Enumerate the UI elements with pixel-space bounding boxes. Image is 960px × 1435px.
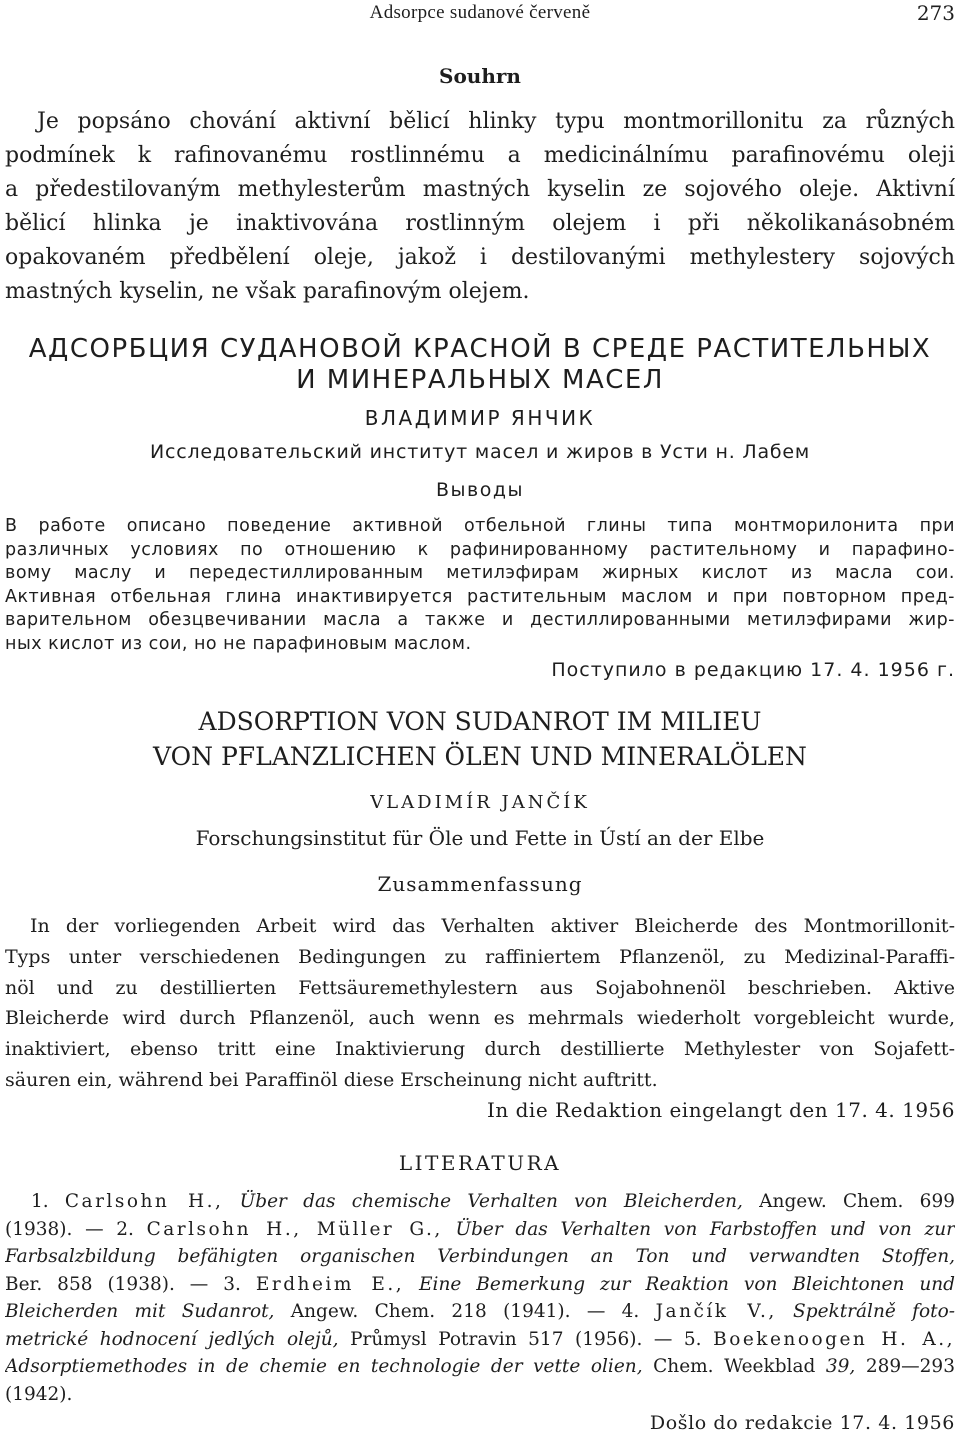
- reference-line: [5, 1271, 955, 1299]
- reference-list: [5, 1188, 955, 1408]
- summary-line: Typs unter verschiedenen Bedingungen zu raffiniertem Pflanzenöl, zu Medizinal-Paraffi-: [5, 945, 955, 968]
- summary-line: различных условиях по отношению к рафинированному растительному и парафино-: [5, 539, 955, 560]
- reference-title: Eine Bemerkung zur Reaktion von Bleichtonen und: [404, 1273, 955, 1295]
- title-line: АДСОРБЦИЯ СУДАНОВОЙ КРАСНОЙ В СРЕДЕ РАСТИТЕЛЬНЫХ: [28, 334, 932, 364]
- reference-text: Angew. Chem. 699: [742, 1191, 955, 1212]
- summary-line: mastných kyselin, ne však parafinovým olejem.: [5, 279, 530, 304]
- title-line: ADSORPTION VON SUDANROT IM MILIEU: [198, 707, 762, 736]
- reference-text: Chem. Weekblad: [642, 1356, 826, 1377]
- russian-summary-paragraph: [5, 515, 955, 656]
- summary-line: В работе описано поведение активной отбельной глины типа монтморилонита при: [5, 516, 955, 536]
- reference-text: (1942).: [5, 1383, 73, 1405]
- reference-title: Farbsalzbildung befähigten organischen Verbindungen an Ton und verwandten Stoffen,: [5, 1246, 955, 1267]
- reference-text: 289—293: [855, 1356, 955, 1377]
- reference-line: [5, 1243, 955, 1271]
- summary-line: a předestilovaným methylesterům mastných kyselin ze sojového oleje. Aktivní: [5, 177, 955, 202]
- reference-title: Spektrálně foto-: [776, 1301, 955, 1322]
- reference-line: [5, 1353, 955, 1381]
- summary-line: ных кислот из сои, но не парафиновым маслом.: [5, 633, 472, 654]
- russian-author: ВЛАДИМИР ЯНЧИК: [364, 406, 596, 430]
- section-heading-vyvody: Выводы: [436, 479, 524, 501]
- german-summary-paragraph: [5, 911, 955, 1096]
- reference-author: Carlsohn H., Müller G.,: [146, 1218, 443, 1240]
- reference-author: Jančík V.,: [655, 1301, 777, 1322]
- reference-line: [5, 1216, 955, 1244]
- summary-line: Je popsáno chování aktivní bělicí hlinky typu montmorillonitu za různých: [37, 109, 955, 134]
- summary-line: Bleicherde wird durch Pflanzenöl, auch wenn es mehrmals wiederholt vorgebleicht wurde,: [5, 1007, 955, 1030]
- section-heading-literatura: LITERATURA: [398, 1151, 562, 1175]
- reference-text: (1938). — 2.: [5, 1218, 147, 1240]
- reference-title: metrické hodnocení jedlých olejů,: [5, 1328, 339, 1350]
- reference-title: Adsorptiemethodes in de chemie en technologie der vette olien,: [5, 1356, 643, 1377]
- german-author: VLADIMÍR JANČÍK: [370, 792, 590, 813]
- summary-line: säuren ein, während bei Paraffinöl diese Erscheinung nicht auftritt.: [5, 1068, 658, 1091]
- section-heading-zusammenfassung: Zusammenfassung: [377, 872, 583, 896]
- reference-text: 1.: [31, 1191, 65, 1212]
- section-heading-souhrn: Souhrn: [439, 64, 521, 88]
- russian-article-title: [5, 334, 955, 396]
- reference-title: Bleicherden mit Sudanrot,: [5, 1301, 275, 1322]
- reference-line: [5, 1381, 955, 1409]
- russian-affiliation: Исследовательский институт масел и жиров в Усти н. Лабем: [149, 441, 811, 463]
- summary-line: вому маслу и передестиллированным метилэфирам жирных кислот из масла сои.: [5, 563, 955, 583]
- german-article-title: [5, 704, 955, 774]
- reference-text: Angew. Chem. 218 (1941). — 4.: [274, 1301, 656, 1322]
- summary-line: Активная отбельная глина инактивируется растительным маслом и при повторном пред-: [5, 586, 955, 607]
- german-affiliation: Forschungsinstitut für Öle und Fette in Ústí an der Elbe: [195, 826, 765, 850]
- summary-line: inaktiviert, ebenso tritt eine Inaktivierung durch destillierte Methylester von Sojafett-: [5, 1038, 955, 1061]
- summary-line: In der vorliegenden Arbeit wird das Verhalten aktiver Bleicherde des Montmorillonit-: [30, 915, 955, 937]
- reference-title: Über das chemische Verhalten von Bleicherden,: [223, 1191, 743, 1212]
- reference-line: [5, 1188, 955, 1216]
- reference-text: Ber. 858 (1938). — 3.: [5, 1273, 256, 1295]
- reference-title: Über das Verhalten von Farbstoffen und von zur: [442, 1218, 955, 1240]
- summary-line: варительном обезцвечивании масла а также и дестиллированными метилэфирами жир-: [5, 610, 955, 630]
- running-head: [5, 0, 955, 26]
- reference-author: Erdheim E.,: [255, 1273, 405, 1295]
- reference-text: Průmysl Potravin 517 (1956). — 5.: [338, 1328, 714, 1350]
- russian-received-date: Поступило в редакцию 17. 4. 1956 г.: [551, 659, 955, 681]
- reference-author: Boekenoogen H. A.,: [713, 1328, 955, 1350]
- german-received-date: In die Redaktion eingelangt den 17. 4. 1956: [486, 1098, 955, 1122]
- summary-line: nöl und zu destillierten Fettsäuremethylestern aus Sojabohnenöl beschrieben. Aktive: [5, 976, 955, 999]
- reference-title: 39,: [825, 1356, 856, 1377]
- summary-line: podmínek k rafinovanému rostlinnému a medicinálnímu parafinovému oleji: [5, 143, 955, 168]
- reference-line: [5, 1298, 955, 1326]
- czech-summary-paragraph: [5, 105, 955, 309]
- summary-line: opakovaném předbělení oleje, jakož i destilovanými methylestery sojových: [5, 245, 955, 270]
- page-number: 273: [916, 1, 955, 25]
- title-line: И МИНЕРАЛЬНЫХ МАСЕЛ: [296, 365, 664, 395]
- running-title: Adsorpce sudanové červeně: [369, 2, 591, 23]
- reference-line: [5, 1326, 955, 1354]
- received-date: Došlo do redakcie 17. 4. 1956: [649, 1412, 955, 1434]
- title-line: VON PFLANZLICHEN ÖLEN UND MINERALÖLEN: [153, 742, 807, 771]
- reference-author: Carlsohn H.,: [64, 1191, 224, 1212]
- summary-line: bělicí hlinka je inaktivována rostlinným olejem i při několikanásobném: [5, 211, 955, 236]
